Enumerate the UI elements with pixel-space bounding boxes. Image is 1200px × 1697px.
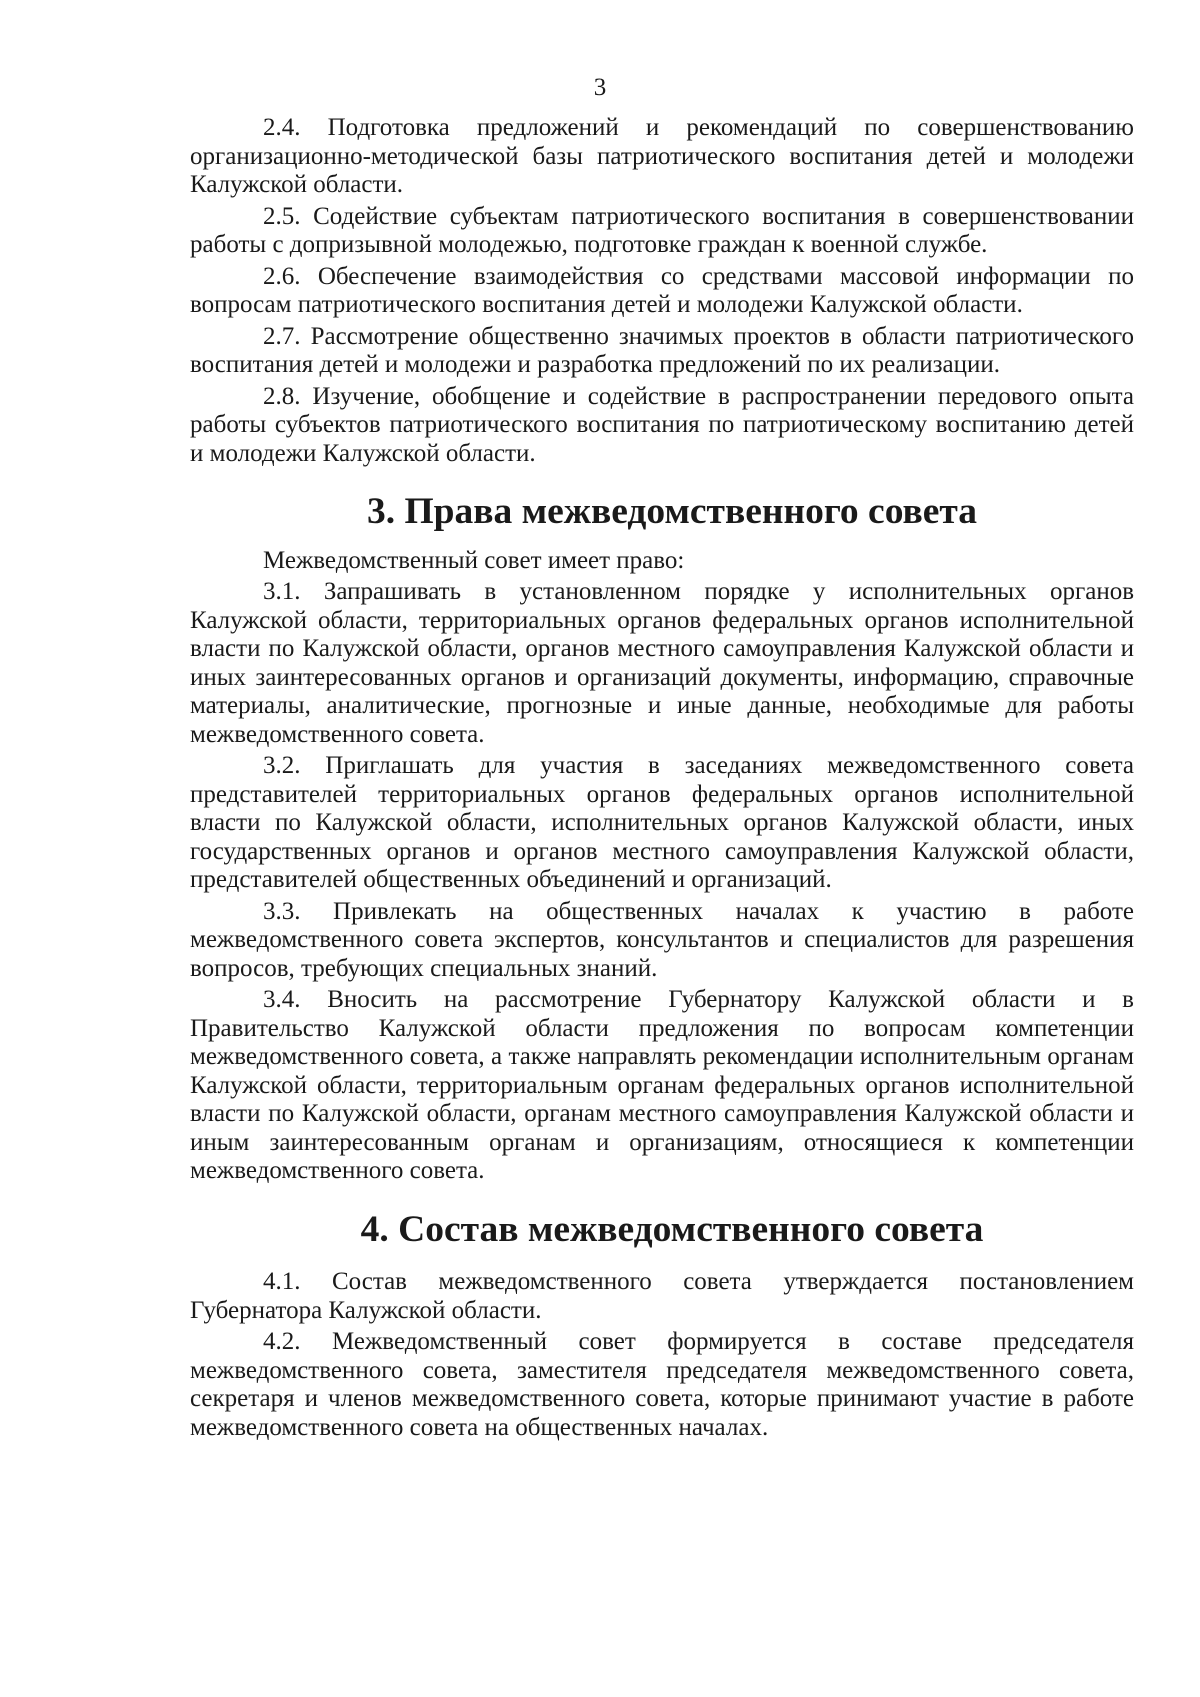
section-3-heading: 3. Права межведомственного совета	[366, 491, 978, 532]
document-body	[190, 114, 1134, 1445]
clause-4-2: 4.2. Межведомственный совет формируется в составе председателя межведомственного совета, заместителя председателя межведомственного совета, секретаря и членов межведомственного совета, которые принимают участие в работе межведомственного совета на общественных началах.	[190, 1328, 1134, 1441]
page-number: 3	[593, 74, 607, 101]
clause-3-4: 3.4. Вносить на рассмотрение Губернатору Калужской области и в Правительство Калужской области предложения по вопросам компетенции межведомственного совета, а также направлять рекомендации исполнительным органам Калужской области, территориальным органам федеральных органов исполнительной власти по Калужской области, органам местного самоуправления Калужской области и иным заинтересованным органам и организациям, относящиеся к компетенции межведомственного совета.	[190, 986, 1134, 1184]
clause-2-4: 2.4. Подготовка предложений и рекомендаций по совершенствованию организационно-методической базы патриотического воспитания детей и молодежи Калужской области.	[190, 114, 1134, 198]
clause-3-2: 3.2. Приглашать для участия в заседаниях межведомственного совета представителей территориальных органов федеральных органов исполнительной власти по Калужской области, исполнительных органов Калужской области, иных государственных органов и органов местного самоуправления Калужской области, представителей общественных объединений и организаций.	[190, 752, 1134, 893]
clause-2-6: 2.6. Обеспечение взаимодействия со средствами массовой информации по вопросам патриотического воспитания детей и молодежи Калужской области.	[190, 262, 1134, 318]
clause-2-5: 2.5. Содействие субъектам патриотического воспитания в совершенствовании работы с допризывной молодежью, подготовке граждан к военной службе.	[190, 202, 1134, 258]
clause-3-1: 3.1. Запрашивать в установленном порядке у исполнительных органов Калужской области, территориальных органов федеральных органов исполнительной власти по Калужской области, органов местного самоуправления Калужской области и иных заинтересованных органов и организаций документы, информацию, справочные материалы, аналитические, прогнозные и иные данные, необходимые для работы межведомственного совета.	[190, 578, 1134, 748]
clause-2-7: 2.7. Рассмотрение общественно значимых проектов в области патриотического воспитания детей и молодежи и разработка предложений по их реализации.	[190, 322, 1134, 378]
clause-3-3: 3.3. Привлекать на общественных началах к участию в работе межведомственного совета экспертов, консультантов и специалистов для разрешения вопросов, требующих специальных знаний.	[190, 897, 1134, 982]
section-3-intro: Межведомственный совет имеет право:	[263, 546, 685, 574]
clause-4-1: 4.1. Состав межведомственного совета утверждается постановлением Губернатора Калужской области.	[190, 1268, 1134, 1324]
section-4-heading: 4. Состав межведомственного совета	[360, 1208, 984, 1250]
clause-2-8: 2.8. Изучение, обобщение и содействие в распространении передового опыта работы субъектов патриотического воспитания по патриотическому воспитанию детей и молодежи Калужской области.	[190, 382, 1134, 467]
